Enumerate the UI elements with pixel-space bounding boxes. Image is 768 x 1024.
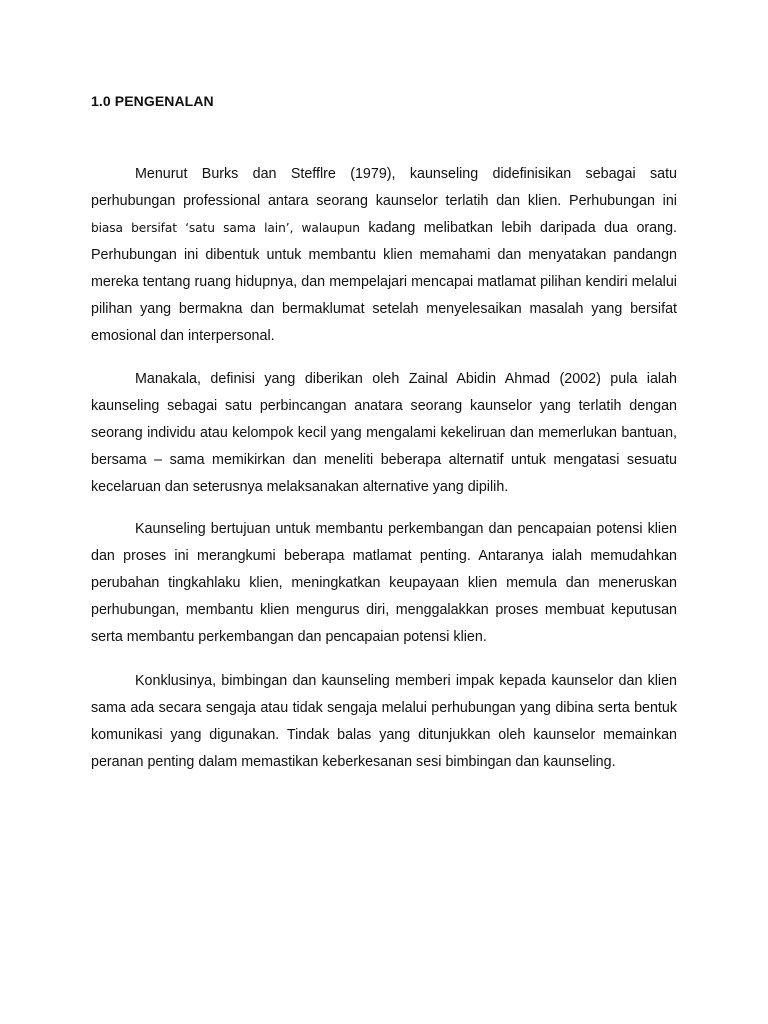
paragraph-4: Konklusinya, bimbingan dan kaunseling memberi impak kepada kaunselor dan klien sama ada secara sengaja atau tidak sengaja melalui perhubungan yang dibina serta bentuk komunikasi yang digunakan. Tindak balas yang ditunjukkan oleh kaunselor memainkan peranan penting dalam memastikan keberkesanan sesi bimbingan dan kaunseling. (91, 673, 677, 770)
section-heading: 1.0 PENGENALAN (91, 93, 214, 109)
paragraph-1-text-c: kadang melibatkan lebih daripada dua orang. Perhubungan ini dibentuk untuk membantu klien memahami dan menyatakan pandangn mereka tentang ruang hidupnya, dan mempelajari mencapai matlamat pilihan kendiri melalui pilihan yang bermakna dan bermaklumat setelah menyelesaikan masalah yang bersifat emosional dan interpersonal. (91, 220, 677, 344)
paragraph-1 (91, 161, 677, 350)
paragraph-1-text-a: Menurut Burks dan Stefflre (1979), kaunseling didefinisikan sebagai satu perhubungan professional antara seorang kaunselor terlatih dan klien. Perhubungan ini (91, 166, 677, 209)
paragraph-2: Manakala, definisi yang diberikan oleh Zainal Abidin Ahmad (2002) pula ialah kaunseling sebagai satu perbincangan anatara seorang kaunselor yang terlatih dengan seorang individu atau kelompok kecil yang mengalami kekeliruan dan memerlukan bantuan, bersama – sama memikirkan dan meneliti beberapa alternatif untuk mengatasi sesuatu kecelaruan dan seterusnya melaksanakan alternative yang dipilih. (91, 371, 677, 495)
paragraph-1-text-b: biasa bersifat ‘satu sama lain’, walaupun (91, 221, 360, 235)
paragraph-3: Kaunseling bertujuan untuk membantu perkembangan dan pencapaian potensi klien dan proses ini merangkumi beberapa matlamat penting. Antaranya ialah memudahkan perubahan tingkahlaku klien, meningkatkan keupayaan klien memula dan meneruskan perhubungan, membantu klien mengurus diri, menggalakkan proses membuat keputusan serta membantu perkembangan dan pencapaian potensi klien. (91, 521, 677, 645)
